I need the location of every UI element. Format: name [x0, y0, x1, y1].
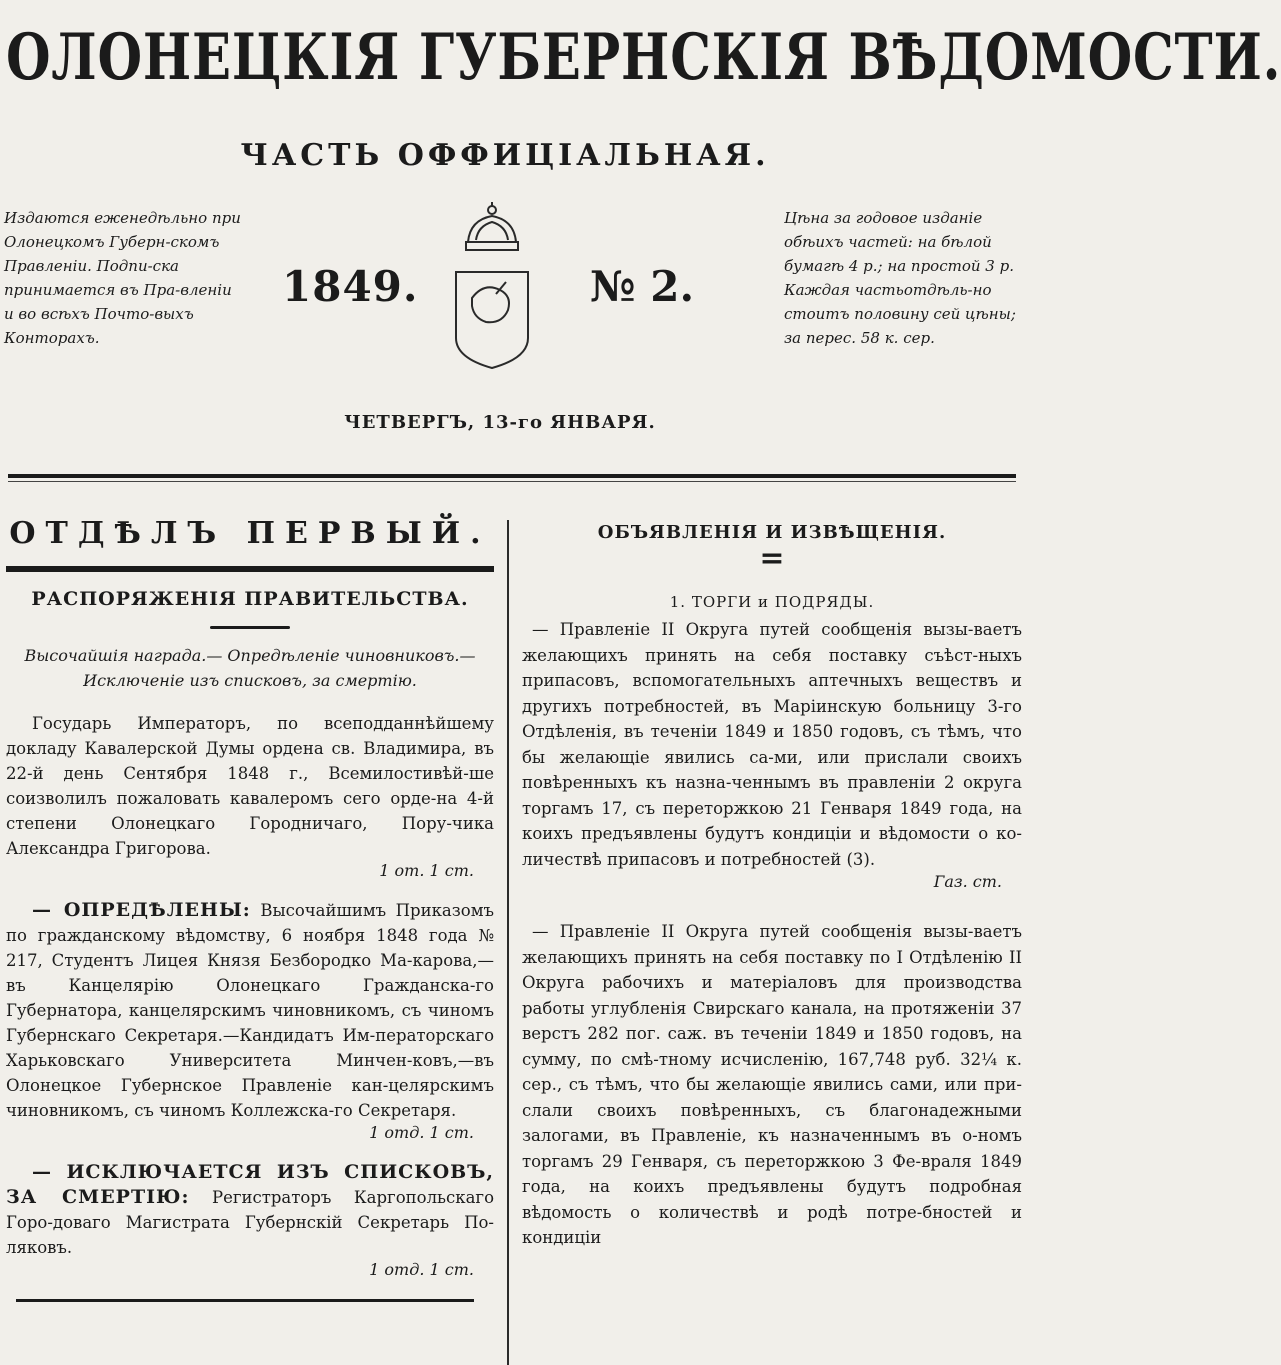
article-exclusion	[6, 1160, 494, 1260]
coat-of-arms-emblem	[450, 198, 534, 370]
masthead-rule	[8, 474, 1016, 478]
section-title: РАСПОРЯЖЕНIЯ ПРАВИТЕЛЬСТВА.	[31, 588, 469, 610]
dateline: ЧЕТВЕРГЪ, 13-го ЯНВАРЯ.	[344, 412, 656, 433]
right-column	[522, 510, 1022, 1251]
column-end-rule	[16, 1299, 474, 1302]
article-award-text: Государь Императоръ, по всеподданнѣйшему докладу Кавалерской Думы ордена св. Владимира, въ 22-й день Сентября 1848 г., Всемилостивѣй-ше соизволилъ пожаловать кавалеромъ сего орде-на 4-й степени Олонецкаго Городничаго, Пору-чика Александра Григорова.	[6, 714, 494, 858]
department-title: ОТДѢЛЪ ПЕРВЫЙ.	[9, 516, 491, 551]
masthead-title: ОЛОНЕЦКIЯ ГУБЕРНСКIЯ ВѢДОМОСТИ.	[6, 20, 1281, 95]
left-column	[6, 510, 494, 1302]
article-appointments	[6, 898, 494, 1123]
tender-notice-1: — Правленiе II Округа путей сообщенiя вызы-ваетъ желающихъ принять на себя поставку съѣст-ныхъ припасовъ, вспомогательныхъ аптечныхъ веществъ и другихъ потребностей, въ Марiинскую больницу 3-го Отдѣленiя, въ теченiи 1849 и 1850 годовъ, съ тѣмъ, что бы желающiе явились са-ми, или прислали своихъ повѣренныхъ къ назна-ченнымъ въ правленiи 2 округа торгамъ 17, съ переторжкою 21 Генваря 1849 года, на коихъ предъявлены будутъ кондицiи и вѣдомости о ко-личествѣ припасовъ и потребностей (3).	[522, 620, 1022, 869]
tenders-heading: 1. ТОРГИ и ПОДРЯДЫ.	[669, 593, 875, 611]
article-award	[6, 711, 494, 861]
tender-notice-1-sign: Газ. ст.	[933, 872, 1002, 891]
exclusion-lead: — ИСКЛЮЧАЕТСЯ ИЗЪ СПИСКОВЪ, ЗА СМЕРТIЮ:	[6, 1161, 494, 1208]
issue-number: № 2.	[590, 262, 695, 311]
part-subtitle: ЧАСТЬ ОФФИЦIАЛЬНАЯ.	[240, 138, 770, 173]
department-rule	[6, 566, 494, 572]
price-note: Цѣна за годовое изданiе обѣихъ частей: на бѣлой бумагѣ 4 р.; на простой 3 р. Каждая частьотдѣль-но стоитъ половину сей цѣны; за перес. 58 к. сер.	[784, 209, 1016, 347]
article-appointments-sign: 1 отд. 1 ст.	[369, 1123, 474, 1142]
article-award-sign: 1 от. 1 ст.	[379, 861, 474, 880]
tender-notice-2: — Правленiе II Округа путей сообщенiя вызы-ваетъ желающихъ принять на себя поставку по I Отдѣленiю II Округа рабочихъ и матерiаловъ для производства работы углубленiя Свирскаго канала, на протяженiи 37 верстъ 282 пог. саж. въ теченiи 1849 и 1850 годовъ, на сумму, по смѣ-тному исчисленiю, 167,748 руб. 32¼ к. сер., съ тѣмъ, что бы желающiе явились сами, или при-слали своихъ повѣренныхъ, съ благонадежными залогами, въ Правленiе, къ назначеннымъ въ о-номъ торгамъ 29 Генваря, съ переторжкою 3 Фе-враля 1849 года, на коихъ предъявлены будутъ подробная вѣдомость о количествѣ и родѣ потре-бностей и кондицiи	[522, 922, 1022, 1247]
article-exclusion-sign: 1 отд. 1 ст.	[369, 1260, 474, 1279]
announcements-separator: =	[759, 541, 785, 576]
masthead-rule-thin	[8, 481, 1016, 482]
issue-year: 1849.	[282, 262, 419, 311]
appointments-text: Высочайшимъ Приказомъ по гражданскому вѣдомству, 6 ноября 1848 года № 217, Студентъ Лицея Князя Безбородко Ма-карова,—въ Канцелярiю Олонецкаго Гражданска-го Губернатора, канцелярскимъ чиновникомъ, съ чиномъ Губернскаго Секретаря.—Кандидатъ Им-ператорскаго Харьковскаго Университета Минчен-ковъ,—въ Олонецкое Губернское Правленiе кан-целярскимъ чиновникомъ, съ чиномъ Коллежска-го Секретаря.	[6, 901, 495, 1120]
column-divider	[507, 520, 509, 1365]
appointments-lead: — ОПРЕДѢЛЕНЫ:	[32, 899, 251, 921]
section-subhead: Высочайшiя награда.— Опредѣленiе чиновниковъ.— Исключенiе изъ списковъ, за смертiю.	[24, 646, 476, 690]
exclusion-text: Регистраторъ Каргопольскаго Горо-доваго Магистрата Губернскiй Секретарь По-ляковъ.	[6, 1188, 494, 1257]
announcements-title: ОБЪЯВЛЕНIЯ И ИЗВѢЩЕНIЯ.	[597, 522, 947, 543]
publication-note: Издаются еженедѣльно при Олонецкомъ Губерн-скомъ Правленiи. Подпи-ска принимается въ Пра-вленiи и во всѣхъ Почто-выхъ Конторахъ.	[4, 209, 241, 347]
ornament-dash	[210, 626, 290, 629]
